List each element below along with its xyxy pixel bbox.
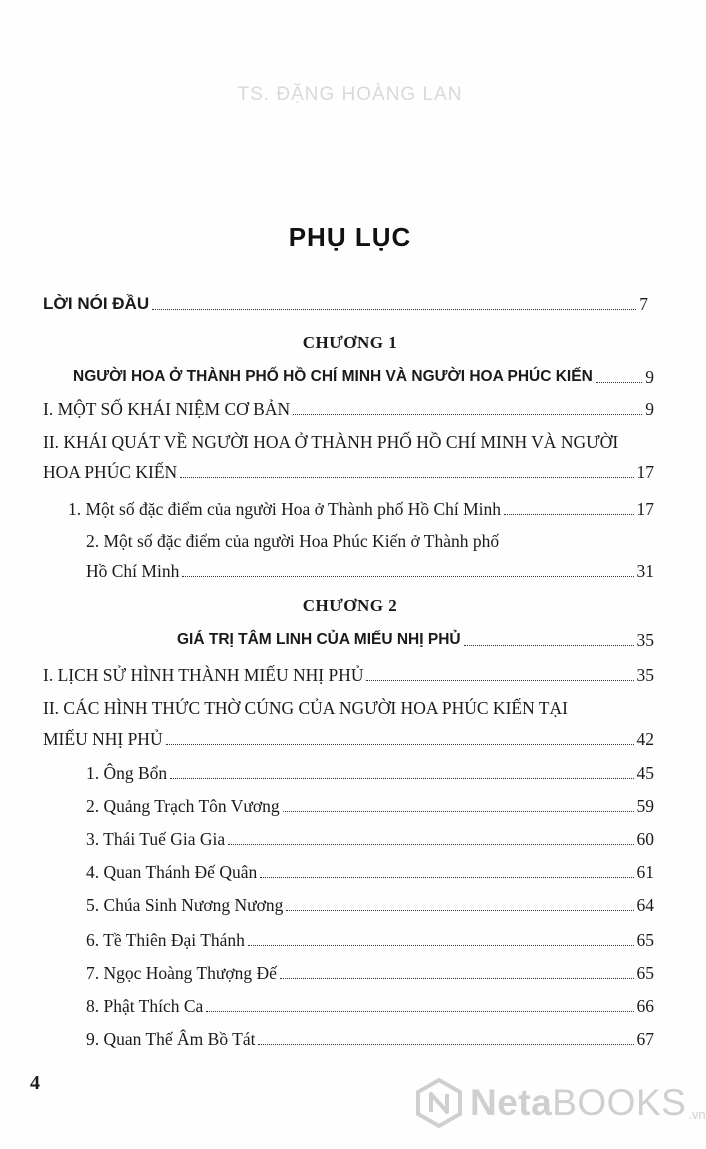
toc-page: 31: [636, 561, 654, 581]
toc-entry[interactable]: [43, 461, 654, 483]
toc-label: 3. Thái Tuế Gia Gia: [86, 829, 226, 849]
toc-label: 2. Quảng Trạch Tôn Vương: [86, 796, 280, 816]
toc-page: 65: [636, 930, 654, 950]
toc-page: 9: [645, 367, 654, 387]
toc-entry[interactable]: [43, 398, 654, 420]
toc-page: 17: [636, 462, 654, 482]
toc-entry-foreword[interactable]: [43, 293, 648, 315]
toc-page: 64: [636, 895, 654, 915]
toc-label: 6. Tề Thiên Đại Thánh: [86, 930, 245, 950]
dot-leader: [180, 477, 633, 478]
toc-entry[interactable]: [68, 498, 654, 520]
dot-leader: [504, 514, 633, 515]
toc-entry-sub[interactable]: [86, 894, 654, 916]
dot-leader: [286, 910, 633, 911]
toc-entry-label-line1: II. KHÁI QUÁT VỀ NGƯỜI HOA Ở THÀNH PHỐ HỒ CHÍ MINH VÀ NGƯỜI: [43, 432, 619, 452]
toc-entry-sub[interactable]: [86, 995, 654, 1017]
toc-page: 67: [636, 1029, 654, 1049]
toc-page: 65: [636, 963, 654, 983]
toc-page: 59: [636, 796, 654, 816]
toc-label: HOA PHÚC KIẾN: [43, 462, 178, 482]
toc-label: GIÁ TRỊ TÂM LINH CỦA MIẾU NHỊ PHỦ: [177, 631, 461, 648]
toc-label: LỜI NÓI ĐẦU: [43, 294, 150, 313]
toc-page: 35: [636, 630, 654, 650]
toc-entry-label-line1: 2. Một số đặc điểm của người Hoa Phúc Kiến ở Thành phố: [86, 531, 500, 551]
toc-entry-sub[interactable]: [86, 861, 654, 883]
dot-leader: [293, 414, 642, 415]
toc-page: 61: [636, 862, 654, 882]
toc-page: 35: [636, 665, 654, 685]
dot-leader: [248, 945, 634, 946]
toc-page: 9: [645, 399, 654, 419]
chapter-heading: CHƯƠNG 1: [302, 333, 398, 352]
toc-label: 5. Chúa Sinh Nương Nương: [86, 895, 284, 915]
dot-leader: [464, 645, 634, 646]
dot-leader: [258, 1044, 633, 1045]
toc-label: NGƯỜI HOA Ở THÀNH PHỐ HỒ CHÍ MINH VÀ NGƯỜI HOA PHÚC KIẾN: [73, 368, 593, 385]
page-title: PHỤ LỤC: [288, 222, 412, 252]
toc-entry[interactable]: [43, 728, 654, 750]
toc-entry-chapter1-title[interactable]: [73, 366, 654, 388]
dot-leader: [170, 778, 633, 779]
toc-page: 45: [636, 763, 654, 783]
toc-label: 7. Ngọc Hoàng Thượng Đế: [86, 963, 277, 983]
toc-page: 60: [636, 829, 654, 849]
dot-leader: [182, 576, 633, 577]
toc-page: 66: [636, 996, 654, 1016]
toc-label: I. MỘT SỐ KHÁI NIỆM CƠ BẢN: [43, 399, 291, 419]
toc-label: Hồ Chí Minh: [86, 561, 180, 581]
toc-entry[interactable]: [43, 664, 654, 686]
toc-label: I. LỊCH SỬ HÌNH THÀNH MIẾU NHỊ PHỦ: [43, 665, 364, 685]
page-number: 4: [30, 1072, 40, 1094]
toc-label: MIẾU NHỊ PHỦ: [43, 729, 163, 749]
brand-logo-icon: [414, 1078, 464, 1128]
toc-entry[interactable]: [86, 560, 654, 582]
dot-leader: [283, 811, 634, 812]
toc-entry-sub[interactable]: [86, 929, 654, 951]
toc-entry-sub[interactable]: [86, 1028, 654, 1050]
dot-leader: [596, 382, 642, 383]
toc-entry-chapter2-title[interactable]: [177, 629, 654, 651]
dot-leader: [152, 309, 636, 310]
toc-page: 7: [639, 294, 648, 314]
toc-label: 1. Một số đặc điểm của người Hoa ở Thành phố Hồ Chí Minh: [68, 499, 502, 519]
dot-leader: [366, 680, 633, 681]
dot-leader: [260, 877, 633, 878]
toc-entry-label-line1: II. CÁC HÌNH THỨC THỜ CÚNG CỦA NGƯỜI HOA PHÚC KIẾN TẠI: [43, 698, 568, 718]
toc-page: 42: [636, 729, 654, 749]
toc-entry-sub[interactable]: [86, 795, 654, 817]
running-header: TS. ĐẶNG HOÀNG LAN: [237, 84, 463, 105]
dot-leader: [206, 1011, 633, 1012]
toc-entry-sub[interactable]: [86, 762, 654, 784]
watermark-text: NetaBOOKS: [470, 1082, 687, 1123]
toc-label: 4. Quan Thánh Đế Quân: [86, 862, 258, 882]
dot-leader: [166, 744, 634, 745]
toc-entry-sub[interactable]: [86, 962, 654, 984]
toc-label: 8. Phật Thích Ca: [86, 996, 204, 1016]
toc-page: 17: [636, 499, 654, 519]
dot-leader: [280, 978, 634, 979]
dot-leader: [228, 844, 633, 845]
toc-entry-sub[interactable]: [86, 828, 654, 850]
chapter-heading: CHƯƠNG 2: [302, 596, 398, 615]
watermark: [414, 1078, 706, 1128]
toc-label: 9. Quan Thế Âm Bồ Tát: [86, 1029, 256, 1049]
toc-label: 1. Ông Bổn: [86, 763, 168, 783]
watermark-tld: .vn: [688, 1107, 706, 1122]
